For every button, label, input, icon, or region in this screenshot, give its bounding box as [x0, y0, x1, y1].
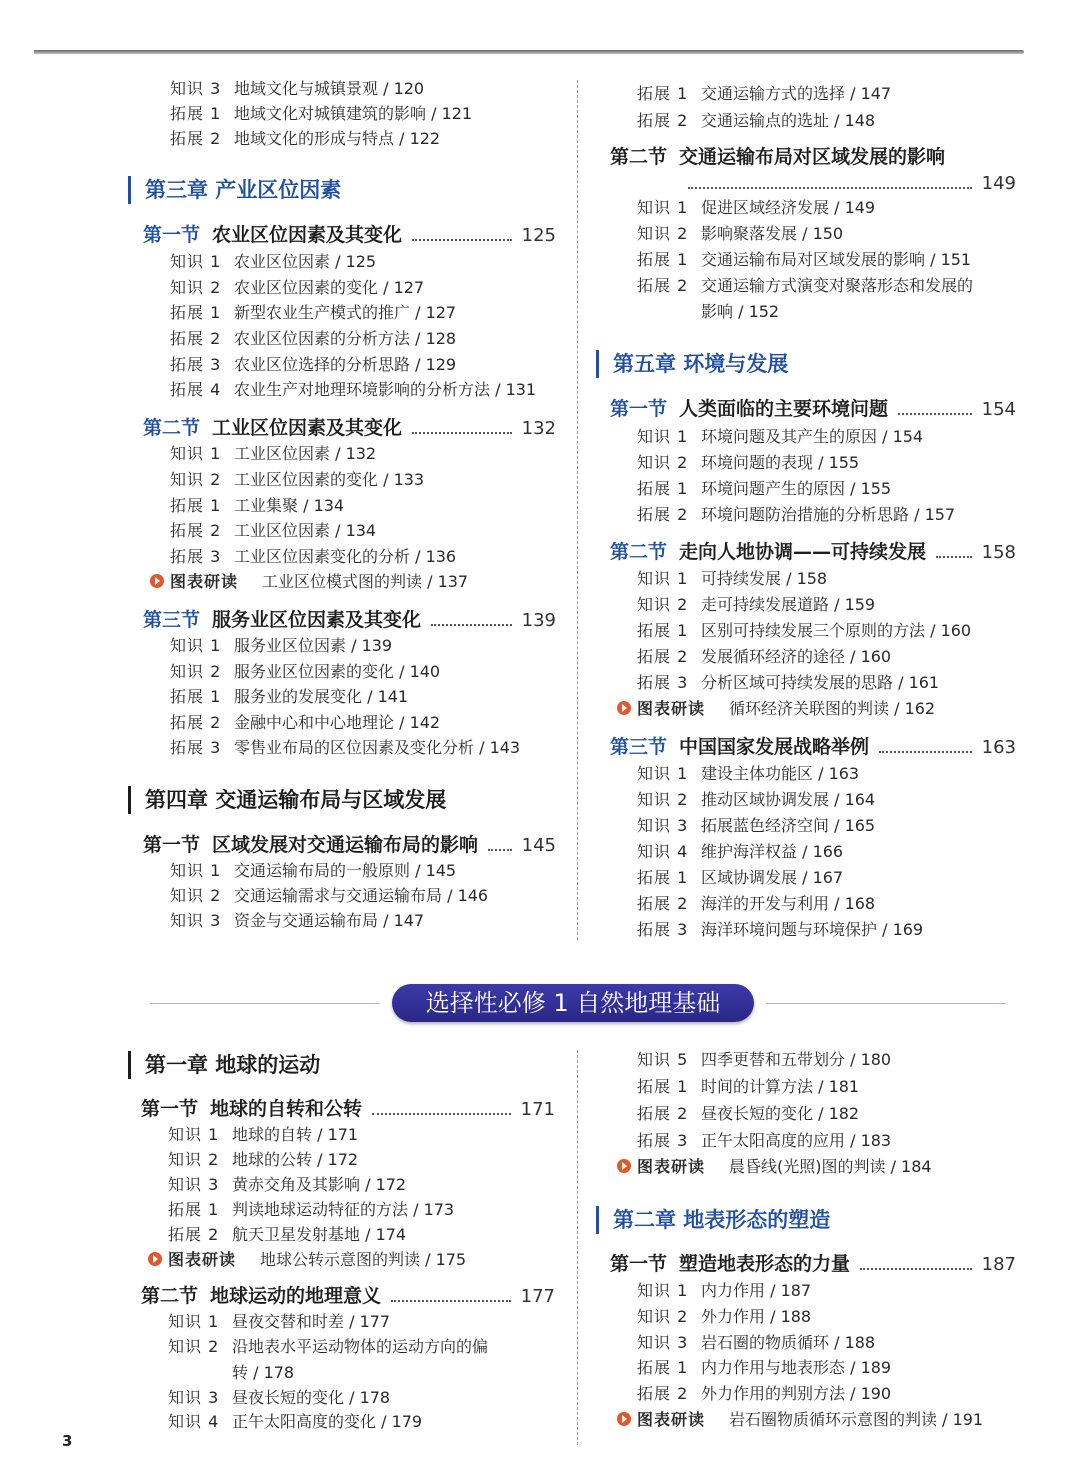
section-title[interactable]: 第三节 中国国家发展战略举例 163 — [610, 736, 1016, 758]
toc-item[interactable]: 知识 3 昼夜长短的变化 / 178 — [168, 1388, 391, 1407]
arrow-bullet-icon — [150, 574, 164, 588]
toc-item[interactable]: 知识 2 工业区位因素的变化 / 133 — [170, 470, 425, 489]
toc-item[interactable]: 知识 2 环境问题的表现 / 155 — [637, 453, 860, 472]
column-divider — [577, 1050, 578, 1445]
toc-item[interactable]: 知识 2 地球的公转 / 172 — [168, 1150, 359, 1169]
toc-item-continuation[interactable]: 转 / 178 — [232, 1363, 295, 1382]
toc-item[interactable]: 知识 1 内力作用 / 187 — [637, 1281, 812, 1300]
toc-item[interactable]: 拓展 1 工业集聚 / 134 — [170, 496, 345, 515]
toc-item-continuation[interactable]: 影响 / 152 — [701, 302, 780, 321]
toc-item[interactable]: 拓展 1 交通运输方式的选择 / 147 — [637, 84, 892, 103]
toc-item[interactable]: 拓展 1 地域文化对城镇建筑的影响 / 121 — [170, 104, 473, 123]
banner-rule — [766, 1003, 1006, 1004]
toc-item[interactable]: 知识 3 地域文化与城镇景观 / 120 — [170, 79, 425, 98]
toc-item[interactable]: 知识 1 交通运输布局的一般原则 / 145 — [170, 861, 457, 880]
arrow-bullet-icon — [617, 1159, 631, 1173]
section-title[interactable]: 第一节 塑造地表形态的力量 187 — [610, 1253, 1016, 1275]
section-title[interactable]: 第三节 服务业区位因素及其变化 139 — [143, 609, 556, 631]
section-title[interactable]: 第一节 区域发展对交通运输布局的影响 145 — [143, 834, 556, 856]
page-number: 3 — [62, 1432, 73, 1450]
toc-item[interactable]: 拓展 3 海洋环境问题与环境保护 / 169 — [637, 920, 924, 939]
toc-item[interactable]: 拓展 1 内力作用与地表形态 / 189 — [637, 1358, 892, 1377]
toc-item[interactable]: 拓展 2 交通运输方式演变对聚落形态和发展的 — [637, 276, 974, 295]
toc-item[interactable]: 拓展 3 工业区位因素变化的分析 / 136 — [170, 547, 457, 566]
toc-item[interactable]: 拓展 3 正午太阳高度的应用 / 183 — [637, 1131, 892, 1150]
toc-item[interactable]: 知识 2 沿地表水平运动物体的运动方向的偏 — [168, 1337, 489, 1356]
toc-item[interactable]: 知识 5 四季更替和五带划分 / 180 — [637, 1050, 892, 1069]
section-title[interactable]: 第二节 工业区位因素及其变化 132 — [143, 417, 556, 439]
chart-reading-item[interactable]: 图表研读 晨昏线(光照)图的判读 / 184 — [617, 1156, 932, 1178]
toc-item[interactable]: 拓展 1 区域协调发展 / 167 — [637, 868, 844, 887]
chapter-title[interactable]: 第五章 环境与发展 — [596, 350, 788, 378]
toc-item[interactable]: 拓展 1 判读地球运动特征的方法 / 173 — [168, 1200, 455, 1219]
toc-item[interactable]: 知识 2 影响聚落发展 / 150 — [637, 224, 844, 243]
toc-item[interactable]: 知识 2 服务业区位因素的变化 / 140 — [170, 662, 441, 681]
section-title[interactable]: 第二节 地球运动的地理意义 177 — [141, 1285, 555, 1307]
toc-item[interactable]: 知识 4 正午太阳高度的变化 / 179 — [168, 1412, 423, 1431]
chapter-title[interactable]: 第二章 地表形态的塑造 — [596, 1206, 830, 1234]
toc-item[interactable]: 拓展 2 海洋的开发与利用 / 168 — [637, 894, 876, 913]
chart-reading-item[interactable]: 图表研读 循环经济关联图的判读 / 162 — [617, 698, 935, 720]
toc-item[interactable]: 知识 1 昼夜交替和时差 / 177 — [168, 1312, 391, 1331]
chart-reading-item[interactable]: 图表研读 岩石圈物质循环示意图的判读 / 191 — [617, 1409, 983, 1431]
toc-item[interactable]: 知识 2 走可持续发展道路 / 159 — [637, 595, 876, 614]
toc-item[interactable]: 知识 3 拓展蓝色经济空间 / 165 — [637, 816, 876, 835]
toc-item[interactable]: 拓展 1 区别可持续发展三个原则的方法 / 160 — [637, 621, 972, 640]
toc-item[interactable]: 拓展 2 航天卫星发射基地 / 174 — [168, 1225, 407, 1244]
toc-item[interactable]: 知识 3 岩石圈的物质循环 / 188 — [637, 1333, 876, 1352]
top-rule — [34, 50, 1024, 54]
section-title[interactable]: 第二节 走向人地协调——可持续发展 158 — [610, 541, 1016, 563]
toc-item[interactable]: 知识 3 资金与交通运输布局 / 147 — [170, 911, 425, 930]
arrow-bullet-icon — [617, 1412, 631, 1426]
toc-item[interactable]: 知识 4 维护海洋权益 / 166 — [637, 842, 844, 861]
toc-item[interactable]: 知识 1 可持续发展 / 158 — [637, 569, 828, 588]
toc-item[interactable]: 拓展 1 服务业的发展变化 / 141 — [170, 687, 409, 706]
toc-item[interactable]: 拓展 4 农业生产对地理环境影响的分析方法 / 131 — [170, 380, 537, 399]
toc-item[interactable]: 拓展 3 零售业布局的区位因素及变化分析 / 143 — [170, 738, 521, 757]
toc-item[interactable]: 拓展 2 工业区位因素 / 134 — [170, 521, 377, 540]
toc-item[interactable]: 知识 1 地球的自转 / 171 — [168, 1125, 359, 1144]
toc-item[interactable]: 拓展 2 发展循环经济的途径 / 160 — [637, 647, 892, 666]
toc-item[interactable]: 拓展 1 新型农业生产模式的推广 / 127 — [170, 303, 457, 322]
chart-reading-item[interactable]: 图表研读 工业区位模式图的判读 / 137 — [150, 571, 468, 593]
toc-item[interactable]: 拓展 2 昼夜长短的变化 / 182 — [637, 1104, 860, 1123]
section-page-line[interactable]: 149 — [688, 172, 1016, 196]
banner-rule — [150, 1003, 380, 1004]
toc-item[interactable]: 拓展 1 时间的计算方法 / 181 — [637, 1077, 860, 1096]
section-title[interactable]: 第一节 地球的自转和公转 171 — [141, 1098, 555, 1120]
section-title[interactable]: 第二节 交通运输布局对区域发展的影响 — [610, 146, 946, 168]
chapter-title[interactable]: 第三章 产业区位因素 — [128, 176, 341, 204]
toc-item[interactable]: 拓展 3 分析区域可持续发展的思路 / 161 — [637, 673, 940, 692]
toc-item[interactable]: 知识 1 工业区位因素 / 132 — [170, 444, 377, 463]
toc-item[interactable]: 拓展 2 农业区位因素的分析方法 / 128 — [170, 329, 457, 348]
column-divider — [577, 80, 578, 940]
arrow-bullet-icon — [617, 701, 631, 715]
toc-item[interactable]: 知识 3 黄赤交角及其影响 / 172 — [168, 1175, 407, 1194]
toc-item[interactable]: 知识 1 农业区位因素 / 125 — [170, 252, 377, 271]
toc-item[interactable]: 拓展 1 交通运输布局对区域发展的影响 / 151 — [637, 250, 972, 269]
toc-item[interactable]: 知识 1 服务业区位因素 / 139 — [170, 636, 393, 655]
section-title[interactable]: 第一节 农业区位因素及其变化 125 — [143, 224, 556, 246]
toc-item[interactable]: 知识 2 外力作用 / 188 — [637, 1307, 812, 1326]
toc-item[interactable]: 拓展 1 环境问题产生的原因 / 155 — [637, 479, 892, 498]
toc-item[interactable]: 知识 2 推动区域协调发展 / 164 — [637, 790, 876, 809]
toc-item[interactable]: 拓展 2 外力作用的判别方法 / 190 — [637, 1384, 892, 1403]
toc-item[interactable]: 知识 2 交通运输需求与交通运输布局 / 146 — [170, 886, 489, 905]
volume-banner[interactable]: 选择性必修 1 自然地理基础 — [392, 984, 754, 1022]
section-title[interactable]: 第一节 人类面临的主要环境问题 154 — [610, 398, 1016, 420]
toc-item[interactable]: 拓展 2 交通运输点的选址 / 148 — [637, 111, 876, 130]
toc-item[interactable]: 拓展 3 农业区位选择的分析思路 / 129 — [170, 355, 457, 374]
chapter-title[interactable]: 第四章 交通运输布局与区域发展 — [128, 786, 446, 814]
chart-reading-item[interactable]: 图表研读 地球公转示意图的判读 / 175 — [148, 1249, 466, 1271]
toc-item[interactable]: 拓展 2 金融中心和中心地理论 / 142 — [170, 713, 441, 732]
toc-item[interactable]: 拓展 2 地域文化的形成与特点 / 122 — [170, 129, 441, 148]
toc-item[interactable]: 知识 2 农业区位因素的变化 / 127 — [170, 278, 425, 297]
toc-item[interactable]: 知识 1 促进区域经济发展 / 149 — [637, 198, 876, 217]
toc-item[interactable]: 拓展 2 环境问题防治措施的分析思路 / 157 — [637, 505, 956, 524]
arrow-bullet-icon — [148, 1252, 162, 1266]
toc-item[interactable]: 知识 1 建设主体功能区 / 163 — [637, 764, 860, 783]
chapter-title[interactable]: 第一章 地球的运动 — [128, 1051, 320, 1079]
toc-item[interactable]: 知识 1 环境问题及其产生的原因 / 154 — [637, 427, 924, 446]
